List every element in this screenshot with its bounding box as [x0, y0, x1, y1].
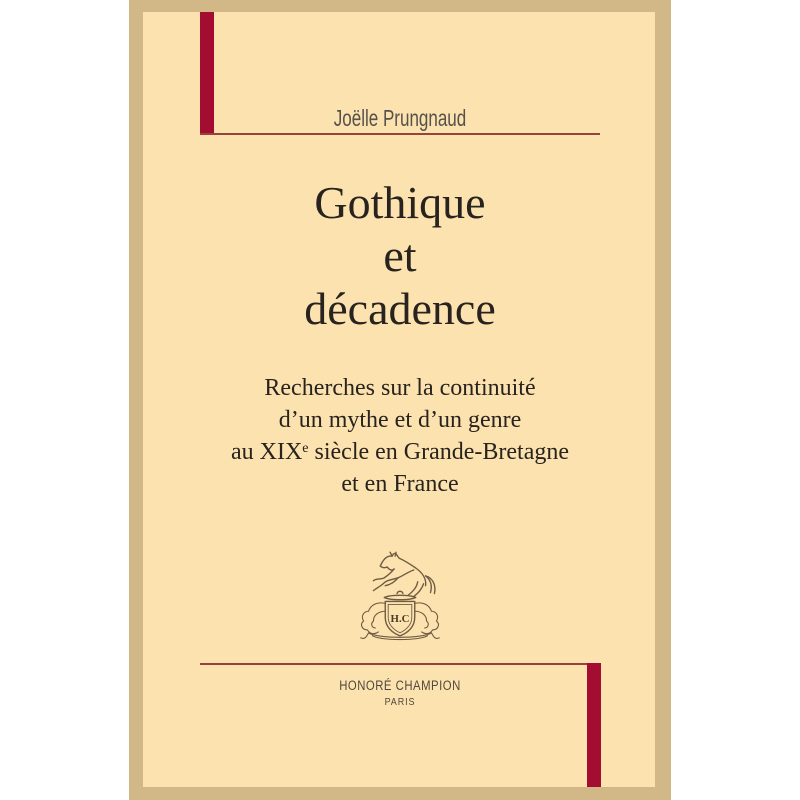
publisher-city: PARIS	[384, 697, 416, 708]
subtitle-line-4: et en France	[341, 471, 459, 497]
publisher-logo	[341, 550, 459, 645]
subtitle-line-3-text: au XIX	[230, 439, 303, 465]
title-line-2: et	[383, 230, 417, 281]
heraldic-shield	[385, 601, 415, 635]
subtitle-line-3	[129, 436, 671, 468]
book-title	[129, 176, 671, 335]
subtitle-superscript: e	[302, 441, 309, 456]
title-line-1: Gothique	[314, 177, 486, 228]
subtitle-line-1: Recherches sur la continuité	[264, 375, 536, 401]
subtitle-line-2: d’un mythe et d’un genre	[278, 407, 522, 433]
author-rule	[200, 133, 600, 135]
champion-horse-emblem-icon	[341, 550, 459, 645]
book-cover	[129, 0, 671, 800]
bottom-rule	[200, 663, 600, 665]
author-name: Joëlle Prungnaud	[333, 105, 467, 131]
publisher-name: HONORÉ CHAMPION	[339, 678, 461, 693]
mantling-left	[362, 603, 386, 634]
publisher-block	[129, 678, 671, 709]
title-line-3: décadence	[304, 283, 496, 334]
horse-figure	[373, 552, 434, 596]
shield-plume	[397, 591, 403, 593]
crest-wreath	[384, 595, 415, 599]
shield-monogram: H.C	[390, 613, 410, 626]
book-subtitle	[129, 372, 671, 500]
subtitle-line-3-rest: siècle en Grande-Bretagne	[314, 439, 570, 465]
mantling-right	[415, 603, 439, 634]
